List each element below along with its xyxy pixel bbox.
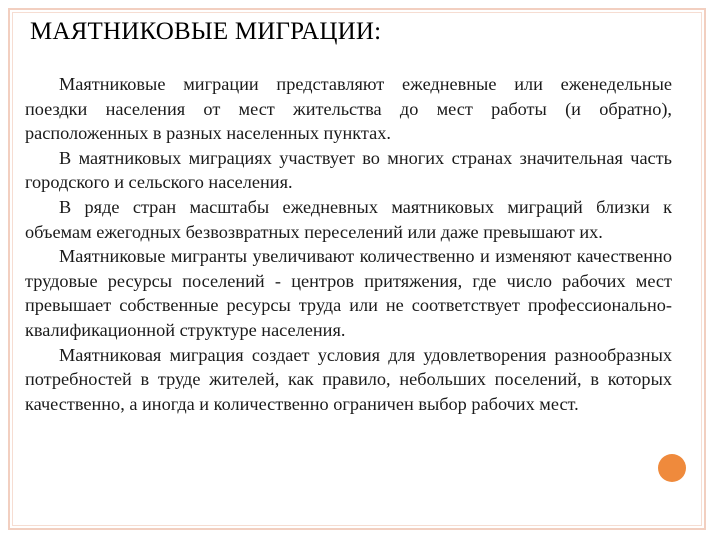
paragraph-3: В ряде стран масштабы ежедневных маятниковых миграций близки к объемам ежегодных безвозвратных переселений или даже превышают их. — [25, 196, 672, 242]
paragraph-4: Маятниковые мигранты увеличивают количественно и изменяют качественно трудовые ресурсы поселений - центров притяжения, где число рабочих мест превышает собственные ресурсы труда или не соответствует профессионально- квалификационной структуре населения. — [25, 246, 672, 340]
slide-body — [25, 72, 672, 416]
paragraph-1: Маятниковые миграции представляют ежедневные или еженедельные поездки населения от мест жительства до мест работы (и обратно), расположенных в разных населенных пунктах. — [25, 74, 672, 144]
decorative-dot — [658, 454, 686, 482]
slide-title: МАЯТНИКОВЫЕ МИГРАЦИИ: — [30, 18, 382, 45]
paragraph-5: Маятниковая миграция создает условия для удовлетворения разнообразных потребностей в труде жителей, как правило, небольших поселений, в которых качественно, а иногда и количественно ограничен выбор рабочих мест. — [25, 344, 672, 414]
paragraph-2: В маятниковых миграциях участвует во многих странах значительная часть городского и сельского населения. — [25, 147, 672, 193]
